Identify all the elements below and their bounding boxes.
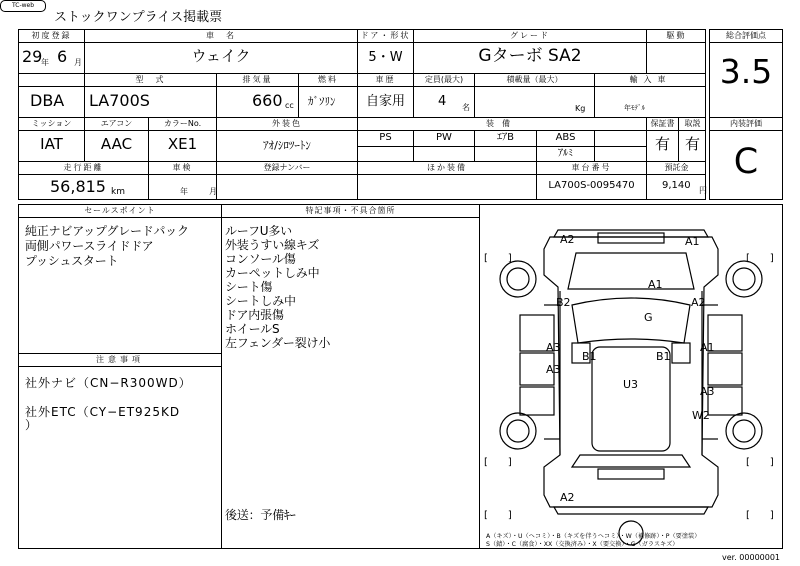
header-overall-score: 総合評価点 [726, 31, 766, 40]
equip-abs: ABS [555, 132, 576, 143]
chassis-number: LA700S-0095470 [548, 180, 635, 191]
defect-item: 外装うすい線キズ [225, 238, 320, 252]
bracket-mark: [ ] [746, 510, 774, 521]
header-fuel: 燃料 [318, 75, 338, 84]
interior-score: C [733, 142, 759, 182]
recycle-deposit: 9,140 [662, 180, 691, 191]
wheel-rear-right [726, 413, 762, 449]
bracket-mark: [ ] [746, 253, 774, 264]
header-mission: ミッション [31, 119, 72, 128]
header-exterior-color: 外装色 [272, 119, 302, 128]
bracket-mark: [ ] [746, 457, 774, 468]
windshield [572, 298, 690, 343]
color-number: XE1 [167, 135, 198, 153]
header-chassis: 車台番号 [571, 163, 612, 172]
reg-year-unit: 年 [41, 58, 49, 67]
rear-window [572, 455, 690, 467]
mileage: 56,815 [50, 177, 106, 196]
bracket-mark: [ ] [484, 457, 512, 468]
sales-point-item: 両側パワースライドドア [25, 239, 154, 253]
delivery-note: 後送：予備ｷｰ [225, 508, 296, 522]
header-manual: 取説 [684, 119, 701, 128]
caution-item: 社外ETC（CY−ET925KD [25, 405, 181, 419]
header-displacement: 排気量 [242, 75, 273, 84]
load-unit: Kg [575, 104, 586, 113]
rear-bumper [554, 507, 708, 514]
recycle-unit: 円 [699, 186, 707, 195]
sales-points-title: セールスポイント [84, 206, 156, 215]
damage-mark: A3 [700, 385, 715, 398]
equip-ps: PS [379, 132, 392, 143]
damage-mark: U3 [623, 378, 639, 391]
legend-line: S（錆）・C（腐食）・XX（交換済み）・X（要交換）・G（ガラスキズ） [486, 541, 679, 548]
bracket-mark: [ ] [484, 510, 512, 521]
right-door-rear [708, 353, 742, 385]
import-year-model: 年ﾓﾃﾞﾙ [624, 104, 645, 112]
aircon: AAC [100, 135, 133, 153]
inspection-year-unit: 年 [180, 187, 188, 196]
mission: IAT [40, 135, 63, 153]
mileage-unit: km [111, 187, 125, 197]
reg-month: 6 [57, 47, 68, 66]
equip-pw: PW [436, 132, 452, 143]
manual: 有 [684, 135, 700, 153]
damage-mark: A2 [560, 233, 575, 246]
header-mileage: 走行距離 [63, 163, 104, 172]
damage-mark: B1 [656, 350, 671, 363]
header-first-registration: 初度登録 [31, 31, 72, 40]
bracket-mark: [ ] [484, 253, 512, 264]
warranty: 有 [654, 135, 670, 153]
defect-item: カーペットしみ中 [225, 266, 320, 280]
caution-title: 注意事項 [96, 355, 144, 364]
header-capacity: 定員(最大) [424, 75, 464, 84]
defect-item: ドア内張傷 [225, 308, 284, 322]
damage-mark: A1 [648, 278, 663, 291]
fuel: ｶﾞｿﾘﾝ [308, 95, 336, 108]
header-warranty: 保証書 [650, 119, 675, 128]
right-mirror [672, 343, 690, 363]
damage-mark: A2 [691, 296, 706, 309]
inspection-month-unit: 月 [209, 187, 217, 196]
reg-month-unit: 月 [74, 58, 82, 67]
defect-item: 左フェンダー裂け小 [225, 336, 331, 350]
damage-mark: B1 [582, 350, 597, 363]
header-door-shape: ドア・形状 [360, 31, 411, 40]
header-model-type: 型 式 [135, 75, 166, 84]
exterior-color: ｱｵ/ｼﾛﾂｰﾄﾝ [263, 139, 311, 152]
header-grade: グレード [510, 31, 550, 40]
model-code: LA700S [89, 91, 150, 110]
defect-item: シートしみ中 [225, 294, 296, 308]
overall-score: 3.5 [719, 52, 773, 91]
damage-mark: A2 [560, 491, 575, 504]
damage-mark: A1 [685, 235, 700, 248]
reg-year: 29 [22, 47, 43, 66]
displacement: 660 [252, 91, 283, 110]
defect-item: シート傷 [225, 280, 273, 294]
header-recycle: 預託金 [664, 163, 689, 172]
header-interior-score: 内装評価 [730, 119, 762, 128]
header-import: 輸入車 [629, 75, 672, 84]
hood [568, 253, 694, 289]
vehicle-history: 自家用 [365, 94, 405, 109]
header-drive: 駆動 [666, 31, 687, 40]
version: ver. 00000001 [722, 553, 781, 562]
car-name: ウェイク [191, 47, 251, 65]
damage-mark: G [644, 311, 653, 324]
tc-web-logo: TC-web [0, 0, 46, 12]
damage-mark: A1 [700, 341, 715, 354]
legend-line: A（キズ）・U（ヘコミ）・B（キズを伴うヘコミ）・W（補修跡）・P（要塗装） [486, 533, 701, 540]
damage-mark: A3 [546, 363, 561, 376]
sales-point-item: 純正ナビアップグレードパック [25, 224, 189, 238]
header-history: 車歴 [375, 75, 396, 84]
damage-mark: A3 [546, 341, 561, 354]
special-notes-title: 特記事項・不具合箇所 [305, 206, 396, 215]
defect-item: コンソール傷 [225, 252, 296, 266]
header-aircon: エアコン [100, 119, 133, 128]
header-other-equipment: ほか装備 [427, 163, 467, 172]
rear-grille [598, 469, 664, 479]
header-car-name: 車 名 [206, 31, 236, 40]
wheel-front-right [726, 261, 762, 297]
wheel-rear-left [500, 413, 536, 449]
model-prefix: DBA [30, 91, 65, 110]
sales-point-item: プッシュスタート [25, 254, 119, 268]
capacity: 4 [438, 94, 447, 109]
door-shape: 5・W [368, 50, 403, 65]
displacement-unit: cc [285, 101, 294, 110]
grade: Gターボ SA2 [478, 46, 582, 66]
header-equipment: 装備 [486, 119, 518, 128]
capacity-unit: 名 [462, 103, 470, 112]
wheel-front-left [500, 261, 536, 297]
damage-mark: W2 [692, 409, 710, 422]
header-load: 積載量（最大） [506, 75, 563, 84]
car-damage-diagram [480, 205, 782, 548]
defect-item: ルーフU多い [225, 224, 292, 238]
header-inspection: 車検 [172, 163, 193, 172]
equip-alloy: ｱﾙﾐ [558, 148, 573, 159]
form-title: ストックワンプライス掲載票 [54, 10, 223, 25]
defect-item: ホイールS [225, 322, 280, 336]
caution-item: 社外ナビ（CN−R300WD） [25, 376, 192, 390]
equip-airbag: ｴｱB [497, 132, 514, 143]
left-quarter [520, 387, 554, 415]
front-grille [598, 233, 664, 243]
caution-item: ） [25, 418, 37, 432]
header-color-no: カラーNo. [163, 119, 202, 128]
header-plate: 登録ナンバー [263, 163, 311, 172]
damage-mark: B2 [556, 296, 571, 309]
